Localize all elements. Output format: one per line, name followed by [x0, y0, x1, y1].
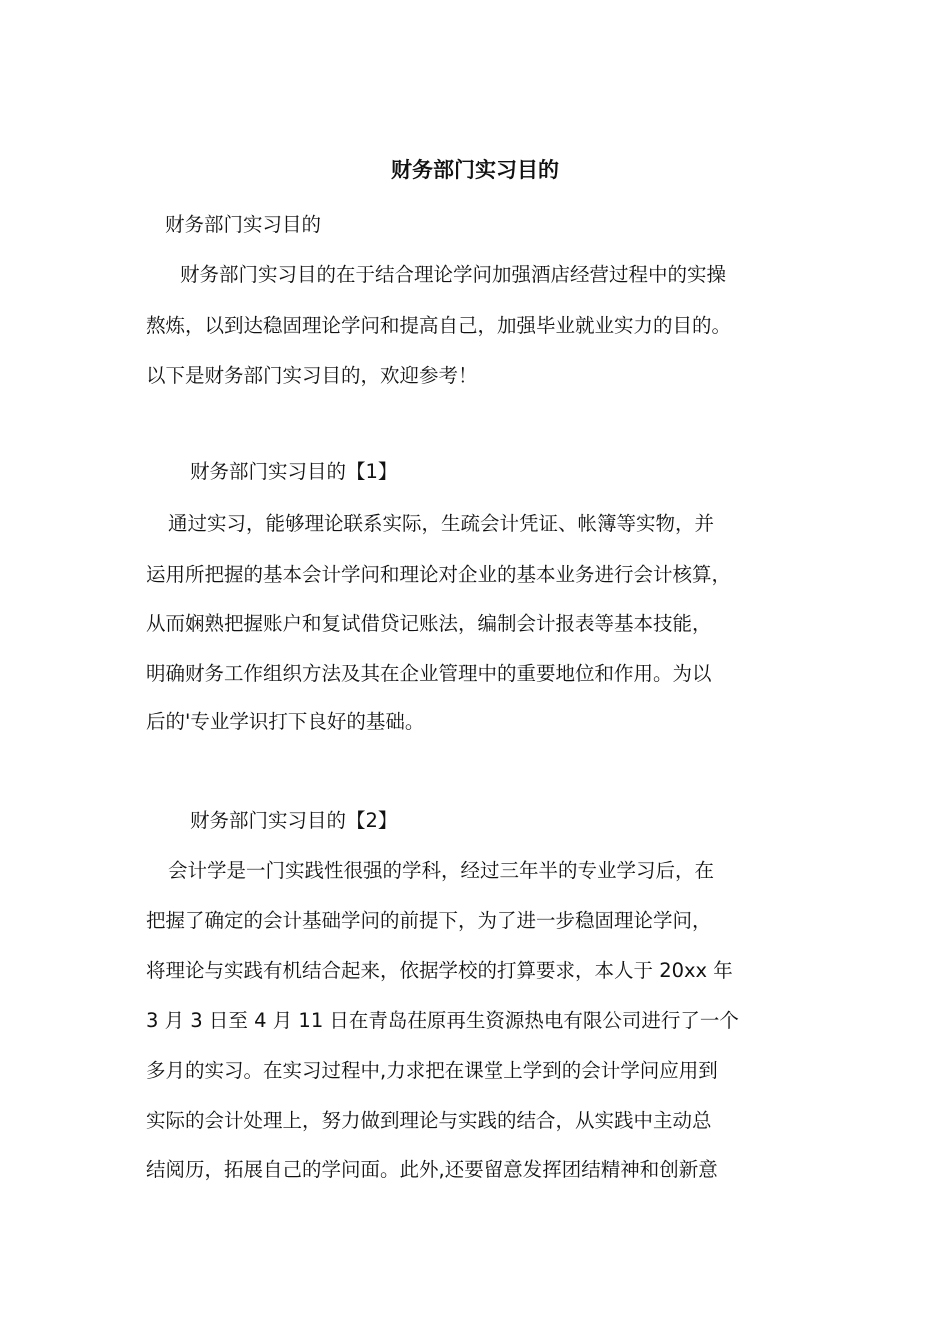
intro-line-3: 以下是财务部门实习目的，欢迎参考！: [146, 364, 478, 387]
section-2-line-1: 会计学是一门实践性很强的学科，经过三年半的专业学习后，在: [168, 859, 715, 882]
section-2-line-7: 结阅历，拓展自己的学问面。此外,还要留意发挥团结精神和创新意: [146, 1158, 718, 1181]
section-1-line-2: 运用所把握的基本会计学问和理论对企业的基本业务进行会计核算，: [146, 563, 732, 586]
section-2-line-5: 多月的实习。在实习过程中,力求把在课堂上学到的会计学问应用到: [146, 1059, 718, 1082]
intro-line-2: 熬炼，以到达稳固理论学问和提高自己，加强毕业就业实力的目的。: [146, 314, 732, 337]
section-2-line-2: 把握了确定的会计基础学问的前提下，为了进一步稳固理论学问，: [146, 909, 712, 932]
section-2-heading: 财务部门实习目的【2】: [190, 809, 398, 832]
section-1-heading: 财务部门实习目的【1】: [190, 460, 398, 483]
section-1-line-5: 后的'专业学识打下良好的基础。: [146, 710, 425, 733]
section-1-line-1: 通过实习，能够理论联系实际，生疏会计凭证、帐簿等实物，并: [168, 512, 715, 535]
section-1-line-3: 从而娴熟把握账户和复试借贷记账法，编制会计报表等基本技能，: [146, 612, 712, 635]
intro-line-1: 财务部门实习目的在于结合理论学问加强酒店经营过程中的实操: [180, 263, 727, 286]
document-subtitle: 财务部门实习目的: [165, 213, 322, 236]
section-2-line-3: 将理论与实践有机结合起来，依据学校的打算要求，本人于 20xx 年: [146, 959, 733, 982]
section-1-line-4: 明确财务工作组织方法及其在企业管理中的重要地位和作用。为以: [146, 662, 712, 685]
document-title: 财务部门实习目的: [391, 157, 559, 182]
section-2-line-4: 3 月 3 日至 4 月 11 日在青岛茌原再生资源热电有限公司进行了一个: [146, 1009, 739, 1032]
section-2-line-6: 实际的会计处理上，努力做到理论与实践的结合，从实践中主动总: [146, 1109, 712, 1132]
